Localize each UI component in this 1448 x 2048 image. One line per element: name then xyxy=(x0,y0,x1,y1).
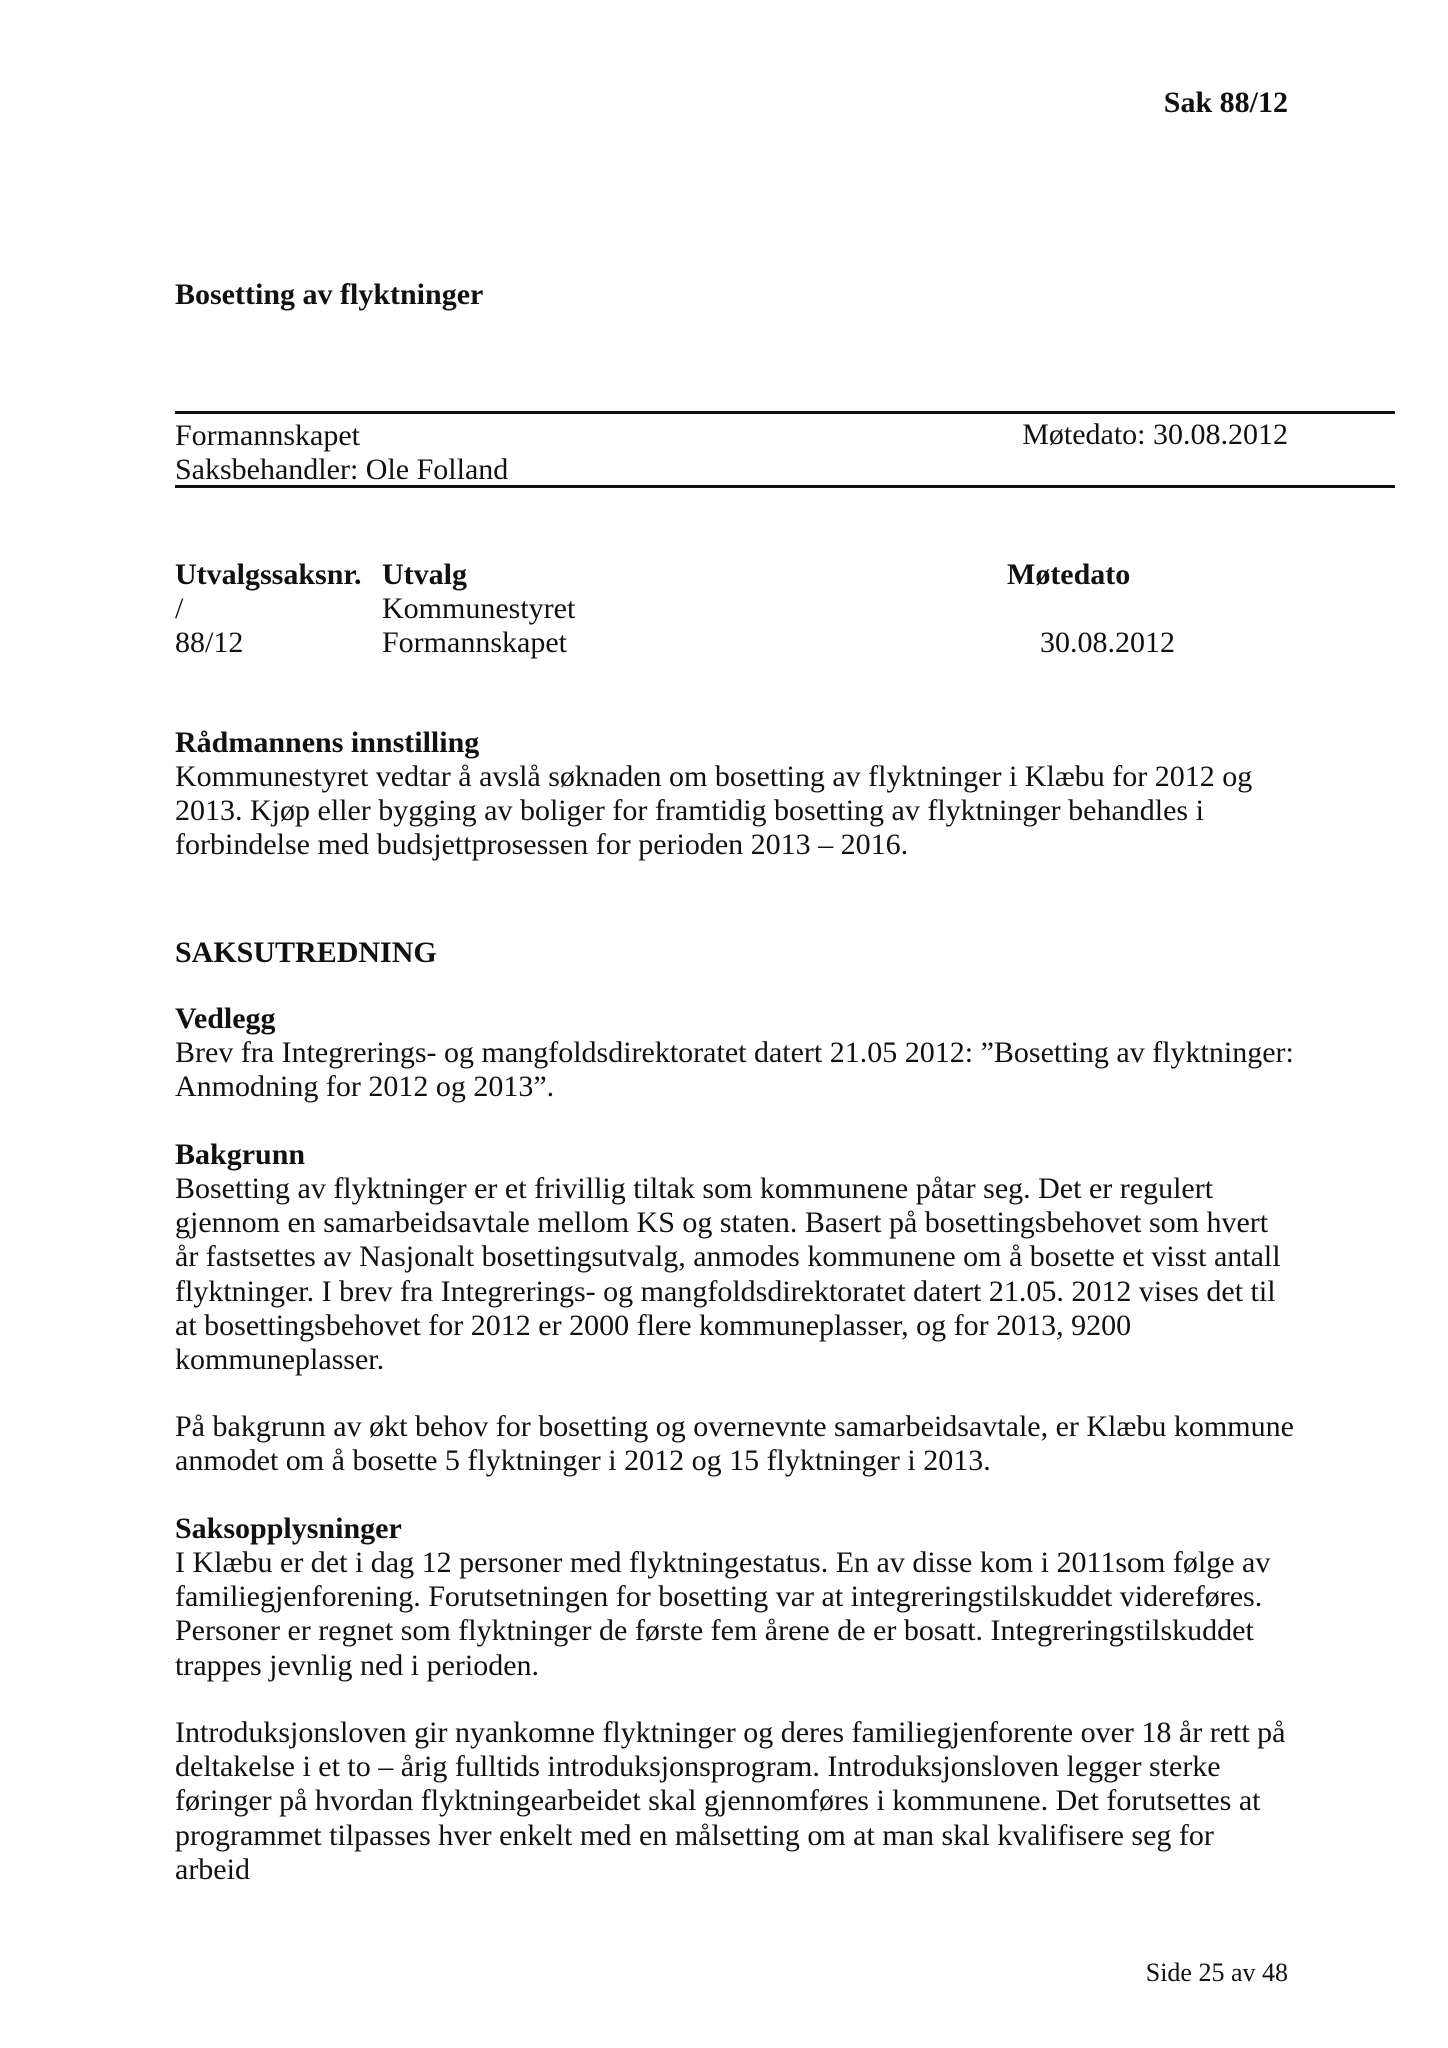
meta-top-rule xyxy=(175,411,1395,414)
table-header: Utvalgssaksnr. xyxy=(175,558,362,591)
case-table xyxy=(175,558,1175,660)
table-header: Utvalg xyxy=(382,558,467,591)
background-paragraph: Bosetting av flyktninger er et frivillig tiltak som kommunene påtar seg. Det er regulert gjennom en samarbeidsavtale mellom KS og staten. Basert på bosettingsbehovet som hvert år fastsettes av Nasjonalt bosettingsutvalg, anmodes kommunene om å bosette et visst antall flyktninger. I brev fra Integrerings- og mangfoldsdirektoratet datert 21.05. 2012 vises det til at bosettingsbehovet for 2012 er 2000 flere kommuneplasser, og for 2013, 9200 kommuneplasser. xyxy=(175,1172,1281,1377)
document-title: Bosetting av flyktninger xyxy=(175,278,484,311)
recommendation-text: Kommunestyret vedtar å avslå søknaden om bosetting av flyktninger i Klæbu for 2012 og 2013. Kjøp eller bygging av boliger for framtidig bosetting av flyktninger behandles i forbindelse med budsjettprosessen for perioden 2013 – 2016. xyxy=(175,760,1253,862)
meta-case-officer: Saksbehandler: Ole Folland xyxy=(175,453,509,486)
table-cell: Kommunestyret xyxy=(382,592,576,625)
case-info-paragraph: Introduksjonsloven gir nyankomne flyktninger og deres familiegjenforente over 18 år rett på deltakelse i et to – årig fulltids introduksjonsprogram. Introduksjonsloven legger sterke føringer på hvordan flyktningearbeidet skal gjennomføres i kommunene. Det forutsettes at programmet tilpasses hver enkelt med en målsetting om at man skal kvalifisere seg for arbeid xyxy=(175,1716,1286,1886)
background-paragraph: På bakgrunn av økt behov for bosetting og overnevnte samarbeidsavtale, er Klæbu kommune anmodet om å bosette 5 flyktninger i 2012 og 15 flyktninger i 2013. xyxy=(175,1410,1294,1478)
section-title: SAKSUTREDNING xyxy=(175,936,437,969)
case-info-heading: Saksopplysninger xyxy=(175,1512,402,1545)
table-header: Møtedato xyxy=(1007,558,1131,591)
attachments-text: Brev fra Integrerings- og mangfoldsdirektoratet datert 21.05 2012: ”Bosetting av flyktninger: Anmodning for 2012 og 2013”. xyxy=(175,1036,1294,1104)
page-number: Side 25 av 48 xyxy=(1145,1958,1288,1987)
meta-bottom-rule xyxy=(175,485,1395,488)
table-cell: Formannskapet xyxy=(382,626,567,659)
meta-committee: Formannskapet xyxy=(175,419,360,452)
table-cell xyxy=(1007,592,1175,626)
table-header-row xyxy=(175,558,1175,592)
case-number: Sak 88/12 xyxy=(1163,86,1288,119)
case-info-paragraph: I Klæbu er det i dag 12 personer med flyktningestatus. En av disse kom i 2011som følge av familiegjenforening. Forutsetningen for bosetting var at integreringstilskuddet videreføres. Personer er regnet som flyktninger de første fem årene de er bosatt. Integreringstilskuddet trappes jevnlig ned i perioden. xyxy=(175,1546,1271,1682)
attachments-heading: Vedlegg xyxy=(175,1002,276,1035)
background-heading: Bakgrunn xyxy=(175,1138,306,1171)
table-cell: 88/12 xyxy=(175,626,244,659)
meta-meeting-date: Møtedato: 30.08.2012 xyxy=(1022,418,1288,451)
recommendation-heading: Rådmannens innstilling xyxy=(175,726,480,759)
table-row xyxy=(175,626,1175,660)
table-row xyxy=(175,592,1175,626)
table-cell: 30.08.2012 xyxy=(1040,626,1175,659)
table-cell: / xyxy=(175,592,184,625)
